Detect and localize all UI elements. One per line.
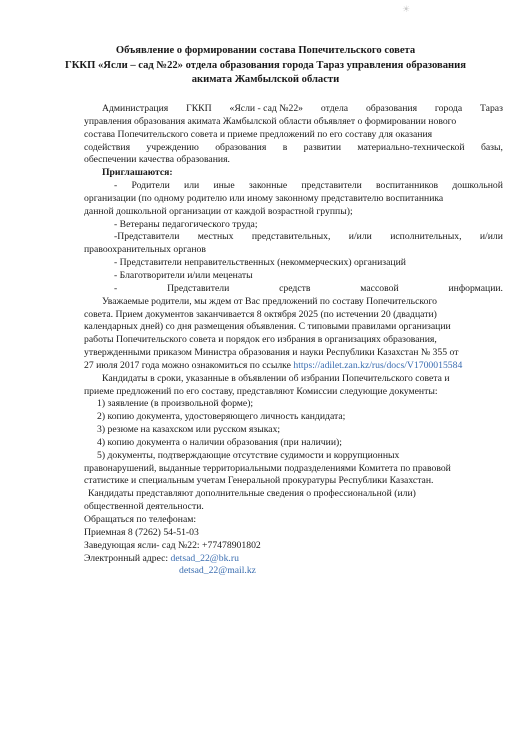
word: развитии	[303, 141, 342, 153]
word: массовой	[360, 282, 399, 294]
word: или	[184, 180, 200, 192]
word: дошкольной	[452, 180, 503, 192]
email-link-bk[interactable]: detsad_22@bk.ru	[170, 552, 239, 564]
parents-line-3: календарных дней) со дня размещения объявления. С типовыми правилами организации	[84, 321, 451, 333]
word: Тараз	[479, 103, 503, 114]
title-line-2: ГККП «Ясли – сад №22» отдела образования города Тараз управления образования	[65, 59, 466, 71]
invited-item-5: - Благотворители и/или меценаты	[114, 269, 253, 281]
document-item-5: 5) документы, подтверждающие отсутствие судимости и коррупционных	[97, 449, 400, 461]
invited-item-6	[84, 283, 503, 296]
word: средств	[279, 282, 311, 294]
word: представительных,	[251, 231, 331, 243]
word: Родители	[131, 180, 170, 192]
word: исполнительных,	[390, 231, 462, 243]
word: местных	[197, 231, 234, 243]
email-label: Электронный адрес:	[84, 552, 169, 564]
word: материально-технической	[357, 141, 465, 153]
word: «Ясли - сад №22»	[229, 103, 304, 114]
head-phone: Заведующая ясли- сад №22: +77478901802	[84, 539, 261, 551]
title-line-3: акимата Жамбылской области	[191, 74, 340, 85]
contacts-heading: Обращаться по телефонам:	[84, 514, 197, 525]
invited-item-1	[84, 180, 503, 193]
word: содействия	[84, 141, 131, 153]
candidates-line-1: Кандидаты в сроки, указанные в объявлении об избрании Попечительского совета и	[102, 372, 450, 384]
invited-item-1-line-2: организации (по одному родителю или иному законному представителю воспитанника	[84, 192, 444, 204]
word: Представители	[167, 282, 230, 294]
document-item-5-line-2: правонарушений, выданные территориальными подразделениями Комитета по правовой	[84, 462, 451, 474]
document-item-2: 2) копию документа, удостоверяющего личность кандидата;	[97, 411, 346, 423]
candidates-line-2: приеме предложений по его составу, представляют Комиссии следующие документы:	[84, 385, 438, 397]
word: учреждению	[146, 141, 199, 153]
word: Администрация	[102, 103, 169, 114]
word: иные	[213, 180, 235, 192]
word: в	[282, 141, 288, 153]
word: -	[114, 282, 118, 294]
extra-info-line-2: общественной деятельности.	[84, 501, 204, 513]
parents-line-6	[84, 360, 503, 373]
word: -Представители	[114, 231, 180, 243]
word: базы,	[480, 141, 503, 153]
word: -	[114, 180, 118, 192]
intro-line-3: состава Попечительского совета и приеме предложений по его составу для оказания	[84, 128, 433, 140]
invited-item-3	[84, 231, 503, 244]
intro-line-4	[84, 142, 503, 155]
parents-line-4: работы Попечительского совета и порядок его избрания в организациях образования,	[84, 334, 437, 346]
email-line-2	[84, 565, 503, 578]
word: образования	[365, 103, 418, 114]
document-item-4: 4) копию документа о наличии образования (при наличии);	[97, 436, 342, 448]
reception-phone: Приемная 8 (7262) 54-51-03	[84, 526, 199, 538]
word: представители	[301, 180, 362, 192]
word: и/или	[479, 231, 503, 243]
document-item-3: 3) резюме на казахском или русском языках;	[97, 424, 281, 436]
intro-line-5: обеспечении качества образования.	[84, 154, 230, 166]
scan-mark: ☀	[402, 4, 411, 14]
announcement-title	[60, 44, 471, 88]
intro-line-2: управления образования акимата Жамбылской области объявляет о формировании нового	[84, 115, 457, 127]
title-line-1: Объявление о формировании состава Попечительского совета	[115, 45, 416, 56]
document-item-5-line-3: статистике и специальным учетам Генеральной прокуратуры Республики Казахстан.	[84, 475, 434, 487]
parents-line-5: утвержденными приказом Министра образования и науки Республики Казахстан № 355 от	[84, 347, 459, 359]
invited-item-2: - Ветераны педагогического труда;	[114, 218, 258, 230]
email-line-1	[84, 553, 503, 566]
invited-item-3-line-2: правоохранительных органов	[84, 244, 206, 256]
announcement-body	[84, 103, 503, 578]
invited-item-4: - Представители неправительственных (некоммерческих) организаций	[114, 257, 406, 269]
word: образования	[215, 141, 267, 153]
word: ГККП	[186, 103, 212, 114]
parents-line-2: совета. Прием документов заканчивается 8 октября 2025 (по истечении 20 (двадцати)	[84, 308, 437, 320]
word: и/или	[348, 231, 372, 243]
invited-heading: Приглашаются:	[102, 167, 173, 179]
parents-line-1: Уважаемые родители, мы ждем от Вас предложений по составу Попечительского	[102, 295, 438, 307]
invited-item-1-line-3: данной дошкольной организации от каждой возрастной группы);	[84, 205, 353, 217]
email-link-mail[interactable]: detsad_22@mail.kz	[179, 565, 256, 577]
document-item-1: 1) заявление (в произвольной форме);	[97, 398, 254, 410]
word: города	[434, 103, 463, 114]
adilet-link[interactable]: https://adilet.zan.kz/rus/docs/V1700015584	[293, 359, 463, 371]
word: информации.	[448, 282, 503, 294]
word: отдела	[320, 103, 349, 114]
word: законные	[248, 180, 288, 192]
word: воспитанников	[376, 180, 439, 192]
extra-info-line-1: Кандидаты представляют дополнительные сведения о профессиональной (или)	[88, 488, 416, 500]
parents-line-6-text: 27 июля 2017 года можно ознакомиться по ссылке	[84, 359, 291, 371]
intro-line-1	[84, 103, 503, 116]
